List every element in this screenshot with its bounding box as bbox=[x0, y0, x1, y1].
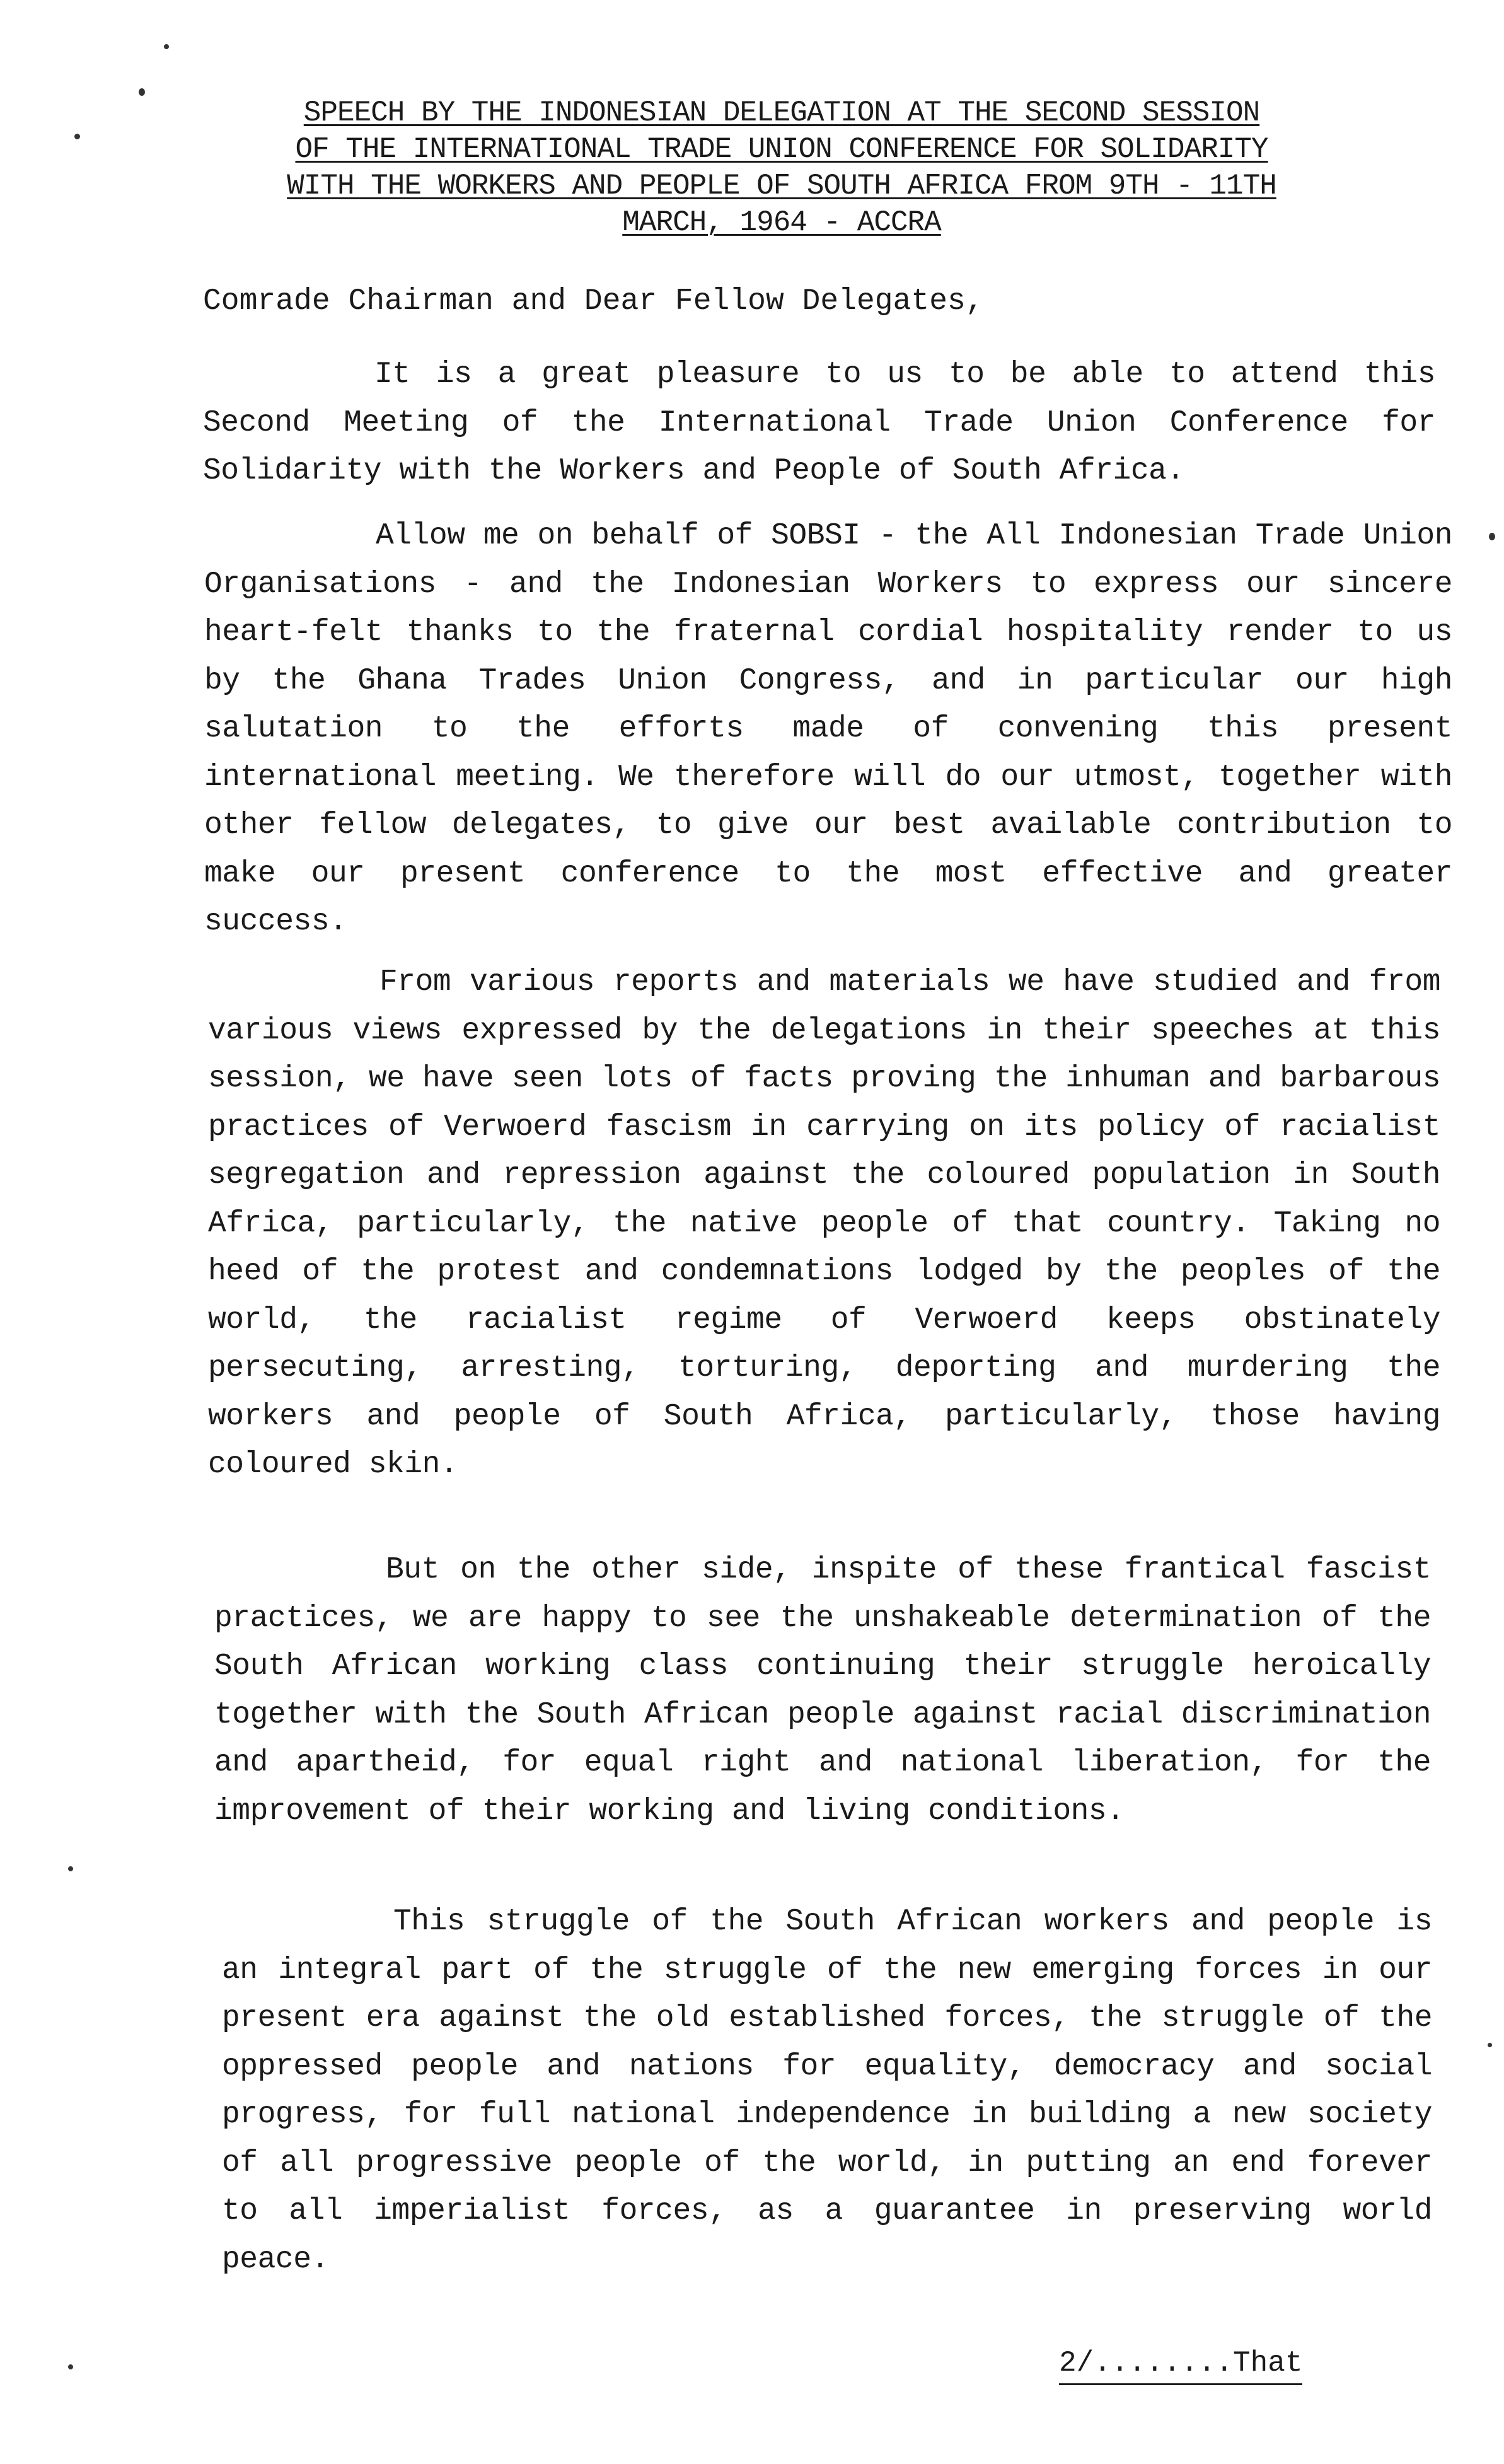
scan-speck bbox=[164, 44, 169, 49]
paragraph-1: It is a great pleasure to us to be able to attend this Second Meeting of the International Trade Union Conference for Solidarity with the Workers and People of South Africa. bbox=[203, 357, 1435, 488]
title-line-1: SPEECH BY THE INDONESIAN DELEGATION AT THE SECOND SESSION bbox=[303, 96, 1260, 129]
title-line-3: WITH THE WORKERS AND PEOPLE OF SOUTH AFRICA FROM 9TH - 11TH bbox=[287, 170, 1276, 202]
paragraph-4: But on the other side, inspite of these frantical fascist practices, we are happy to see the unshakeable determination of the South African working class continuing their struggle heroically together with the South African people against racial discrimination and apartheid, for equal right and national liberation, for the improvement of their working and living conditions. bbox=[214, 1553, 1431, 1828]
page-continuation-note: 2/........That bbox=[1059, 2344, 1302, 2385]
paragraph-5: This struggle of the South African workers and people is an integral part of the struggle of the new emerging forces in our present era against the old established forces, the struggle of the oppressed people and nations for equality, democracy and social progress, for full national independence in building a new society of all progressive people of the world, in putting an end forever to all imperialist forces, as a guarantee in preserving world peace. bbox=[222, 1905, 1432, 2277]
paragraph-3: From various reports and materials we have studied and from various views expressed by the delegations in their speeches at this session, we have seen lots of facts proving the inhuman and barbarous practices of Verwoerd fascism in carrying on its policy of racialist segregation and repression against the coloured population in South Africa, particularly, the native people of that country. Taking no heed of the protest and condemnations lodged by the peoples of the world, the racialist regime of Verwoerd keeps obstinately persecuting, arresting, torturing, deporting and murdering the workers and people of South Africa, particularly, those having coloured skin. bbox=[208, 965, 1440, 1482]
scan-speck bbox=[1489, 533, 1495, 540]
scan-speck bbox=[139, 88, 145, 96]
scan-speck bbox=[68, 1866, 73, 1871]
scan-speck bbox=[68, 2364, 73, 2369]
salutation: Comrade Chairman and Dear Fellow Delegates, bbox=[203, 284, 984, 318]
title-line-2: OF THE INTERNATIONAL TRADE UNION CONFERENCE FOR SOLIDARITY bbox=[295, 133, 1268, 166]
scan-speck bbox=[1488, 2043, 1492, 2047]
scan-speck bbox=[74, 134, 80, 139]
document-title bbox=[195, 95, 1368, 241]
title-line-4: MARCH, 1964 - ACCRA bbox=[622, 206, 941, 239]
paragraph-2: Allow me on behalf of SOBSI - the All Indonesian Trade Union Organisations - and the Indonesian Workers to express our sincere heart-felt thanks to the fraternal cordial hospitality render to us by the Ghana Trades Union Congress, and in particular our high salutation to the efforts made of convening this present international meeting. We therefore will do our utmost, together with other fellow delegates, to give our best available contribution to make our present conference to the most effective and greater success. bbox=[204, 519, 1452, 939]
